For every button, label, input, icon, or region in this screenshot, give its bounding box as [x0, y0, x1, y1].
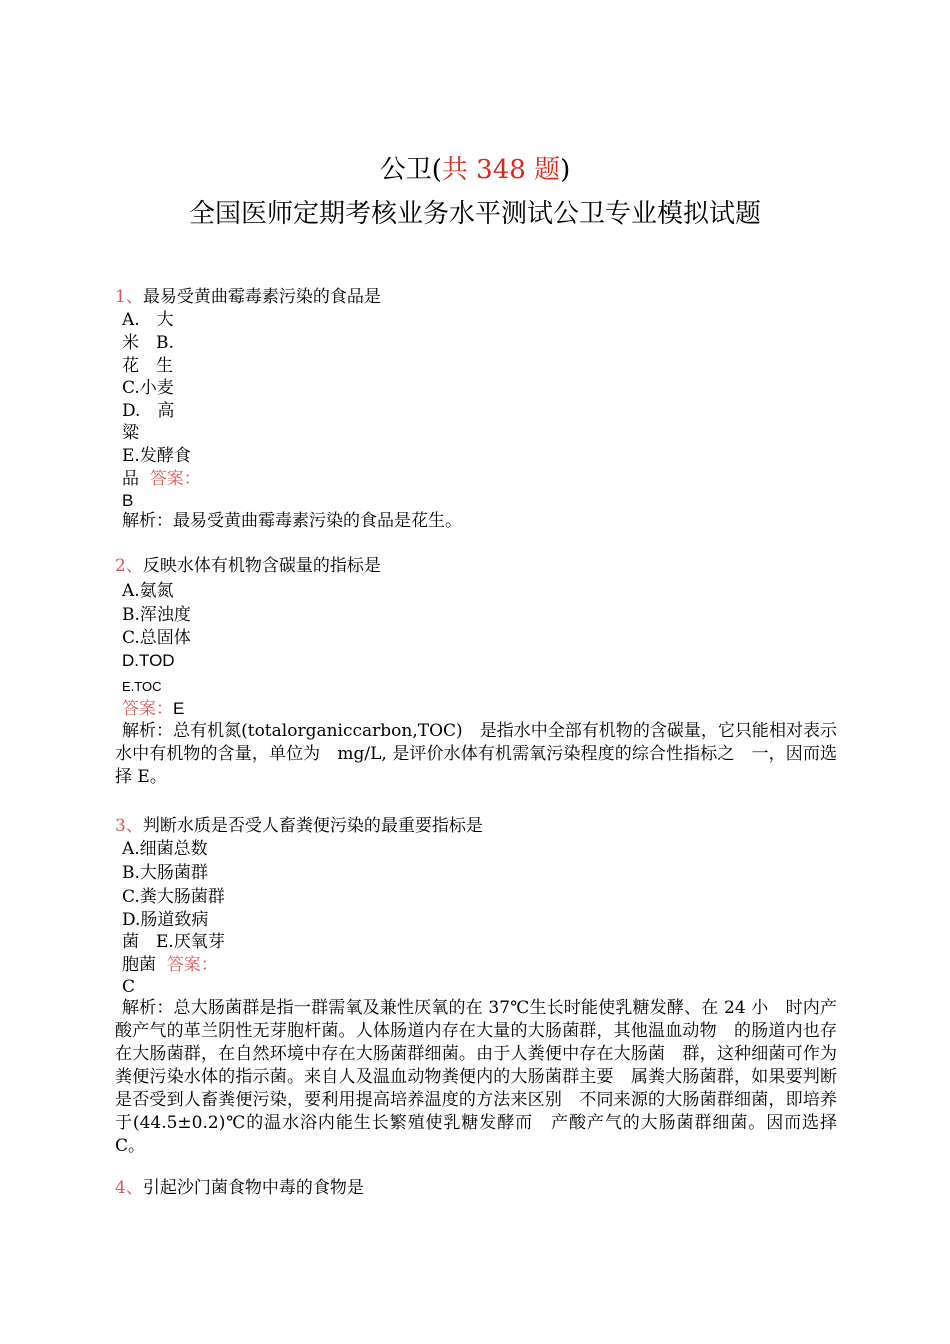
question-number: 3、 [115, 816, 143, 836]
answer-line [122, 954, 218, 976]
question-3 [115, 815, 483, 837]
answer-line [122, 468, 201, 490]
answer-line [122, 698, 184, 720]
question-text: 最易受黄曲霉毒素污染的食品是 [142, 287, 381, 307]
option-line: A.细菌总数 [122, 839, 208, 859]
analysis-text [115, 997, 837, 1158]
question-4 [115, 1177, 364, 1199]
question-text: 判断水质是否受人畜粪便污染的最重要指标是 [142, 816, 483, 836]
question-number: 4、 [115, 1178, 143, 1198]
answer-value: B [122, 491, 134, 510]
answer-label: 答案： [166, 955, 218, 975]
option-line: A. 大 [122, 310, 174, 330]
title-prefix: 公卫 [379, 155, 432, 185]
option-line: C.总固体 [122, 628, 191, 648]
option-line: C.粪大肠菌群 [122, 887, 225, 907]
option-line: A.氨氮 [122, 581, 174, 601]
question-number: 2、 [115, 556, 143, 576]
question-number: 1、 [115, 287, 143, 307]
question-text: 反映水体有机物含碳量的指标是 [142, 556, 381, 576]
analysis-text [115, 720, 837, 789]
answer-label: 答案： [149, 469, 201, 489]
option-line: D.肠道致病 [122, 910, 209, 930]
option-line: E.TOC [122, 679, 162, 694]
answer-value: E [173, 699, 185, 718]
option-line: 米 B. [122, 333, 174, 353]
option-line: B.大肠菌群 [122, 863, 208, 883]
title-count: 共 348 题 [441, 155, 561, 185]
question-1 [115, 286, 381, 308]
option-line: E.发酵食 [122, 446, 191, 466]
option-line: C.小麦 [122, 378, 174, 398]
answer-label: 答案： [122, 699, 173, 719]
option-line: D. 高 [122, 401, 175, 421]
analysis-content: 解析：总大肠菌群是指一群需氧及兼性厌氧的在 37℃生长时能使乳糖发酵、在 24 小 时内产酸产气的革兰阴性无芽胞杆菌。人体肠道内存在大量的大肠菌群，其他温血动物 的肠道内也存在大肠菌群，在自然环境中存在大肠菌群细菌。由于人粪便中存在大肠菌 群，这种细菌可作为粪便污染水体的指示菌。来自人及温血动物粪便内的大肠菌群主要 属粪大肠菌群，如果要判断是否受到人畜粪便污染，要利用提高培养温度的方法来区别 不同来源的大肠菌群细菌，即培养于(44.5±0.2)℃的温水浴内能生长繁殖使乳糖发酵而 产酸产气的大肠菌群细菌。因而选择 C。 [115, 998, 837, 1156]
question-text: 引起沙门菌食物中毒的食物是 [142, 1178, 364, 1198]
question-2 [115, 555, 381, 577]
option-line: 花 生 [122, 356, 173, 376]
answer-value: C [122, 977, 136, 997]
analysis-text: 解析：最易受黄曲霉毒素污染的食品是花生。 [122, 511, 462, 531]
analysis-content: 解析：总有机氮(totalorganiccarbon,TOC) 是指水中全部有机物的含碳量，它只能相对表示水中有机物的含量，单位为 mg/L, 是评价水体有机需氧污染程度的综合性指标之 一，因而选择 E。 [115, 721, 837, 787]
answer-prefix: 胞菌 [122, 955, 156, 975]
option-line: 菌 E.厌氧芽 [122, 932, 225, 952]
title-paren-open: ( [431, 155, 442, 185]
answer-prefix: 品 [122, 469, 139, 489]
option-line: 粱 [122, 423, 139, 443]
option-line: D.TOD [122, 651, 175, 670]
page-title [0, 153, 950, 187]
page-subtitle: 全国医师定期考核业务水平测试公卫专业模拟试题 [188, 199, 761, 229]
option-line: B.浑浊度 [122, 605, 191, 625]
title-paren-close: ) [560, 155, 571, 185]
